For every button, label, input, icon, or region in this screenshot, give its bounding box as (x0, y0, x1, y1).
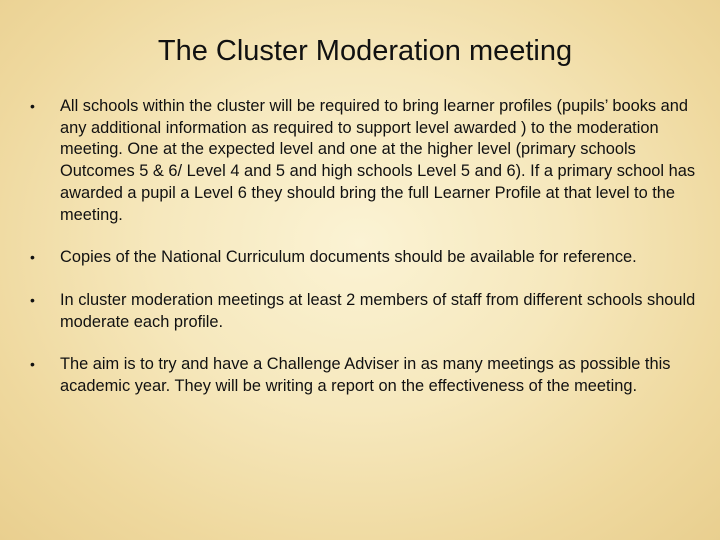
bullet-item (0, 247, 720, 269)
bullet-item (0, 290, 720, 333)
bullet-text: The aim is to try and have a Challenge Adviser in as many meetings as possible this academic year. They will be writing a report on the effectiveness of the meeting. (60, 355, 671, 396)
bullet-text: In cluster moderation meetings at least 2 members of staff from different schools should moderate each profile. (60, 290, 696, 331)
bullet-mark: • (30, 356, 35, 373)
bullet-mark: • (30, 291, 35, 308)
bullet-text: Copies of the National Curriculum documents should be available for reference. (60, 248, 637, 267)
slide-title: The Cluster Moderation meeting (157, 35, 573, 67)
bullet-list (0, 96, 720, 398)
bullet-mark: • (30, 249, 35, 266)
bullet-mark: • (30, 98, 35, 114)
bullet-item (0, 96, 720, 226)
bullet-item (0, 354, 720, 397)
bullet-text: All schools within the cluster will be required to bring learner profiles (pupils’ books and any additional information as required to support level awarded ) to the moderation meeting. One at the expected level and one at the higher level (primary schools Outcomes 5 & 6/ Level 4 and 5 and high schools Level 5 and 6). If a primary school has awarded a pupil a Level 6 they should bring the full Learner Profile at that level to the meeting. (60, 97, 696, 224)
